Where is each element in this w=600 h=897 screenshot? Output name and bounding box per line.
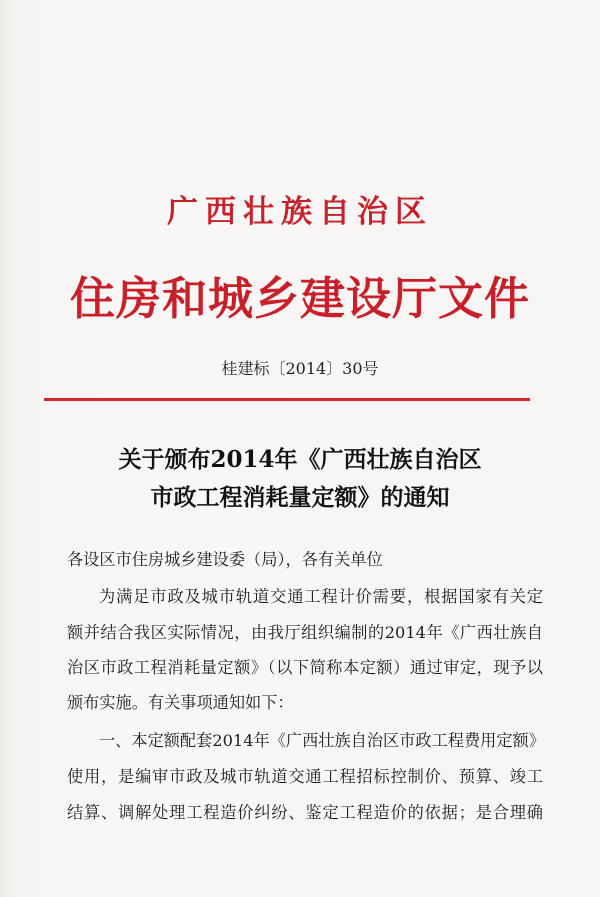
red-header-rule xyxy=(44,398,530,401)
para2-line-2: 使用，是编审市政及城市轨道交通工程招标控制价、预算、竣工 xyxy=(67,767,543,786)
para1-line-3: 治区市政工程消耗量定额》（以下简称本定额）通过审定，现予以 xyxy=(67,658,543,677)
issuer-region: 广西壮族自治区 xyxy=(167,194,433,230)
salutation: 各设区市住房城乡建设委（局），各有关单位 xyxy=(67,550,383,569)
para1-line-2: 额并结合我区实际情况，由我厅组织编制的2014年《广西壮族自 xyxy=(67,623,543,642)
para1-line-4: 颁布实施。有关事项通知如下： xyxy=(67,693,294,712)
notice-title-line-2: 市政工程消耗量定额》的通知 xyxy=(150,484,450,511)
para2-line-3: 结算、调解处理工程造价纠纷、鉴定工程造价的依据；是合理确 xyxy=(67,803,543,822)
para1-line-1: 为满足市政及城市轨道交通工程计价需要，根据国家有关定 xyxy=(99,587,543,606)
document-number: 桂建标〔2014〕30号 xyxy=(221,359,379,378)
para2-line-1: 一、本定额配套2014年《广西壮族自治区市政工程费用定额》 xyxy=(99,731,545,750)
issuer-department-heading: 住房和城乡建设厅文件 xyxy=(69,272,530,325)
notice-title-line-1: 关于颁布2014年《广西壮族自治区 xyxy=(118,446,482,473)
